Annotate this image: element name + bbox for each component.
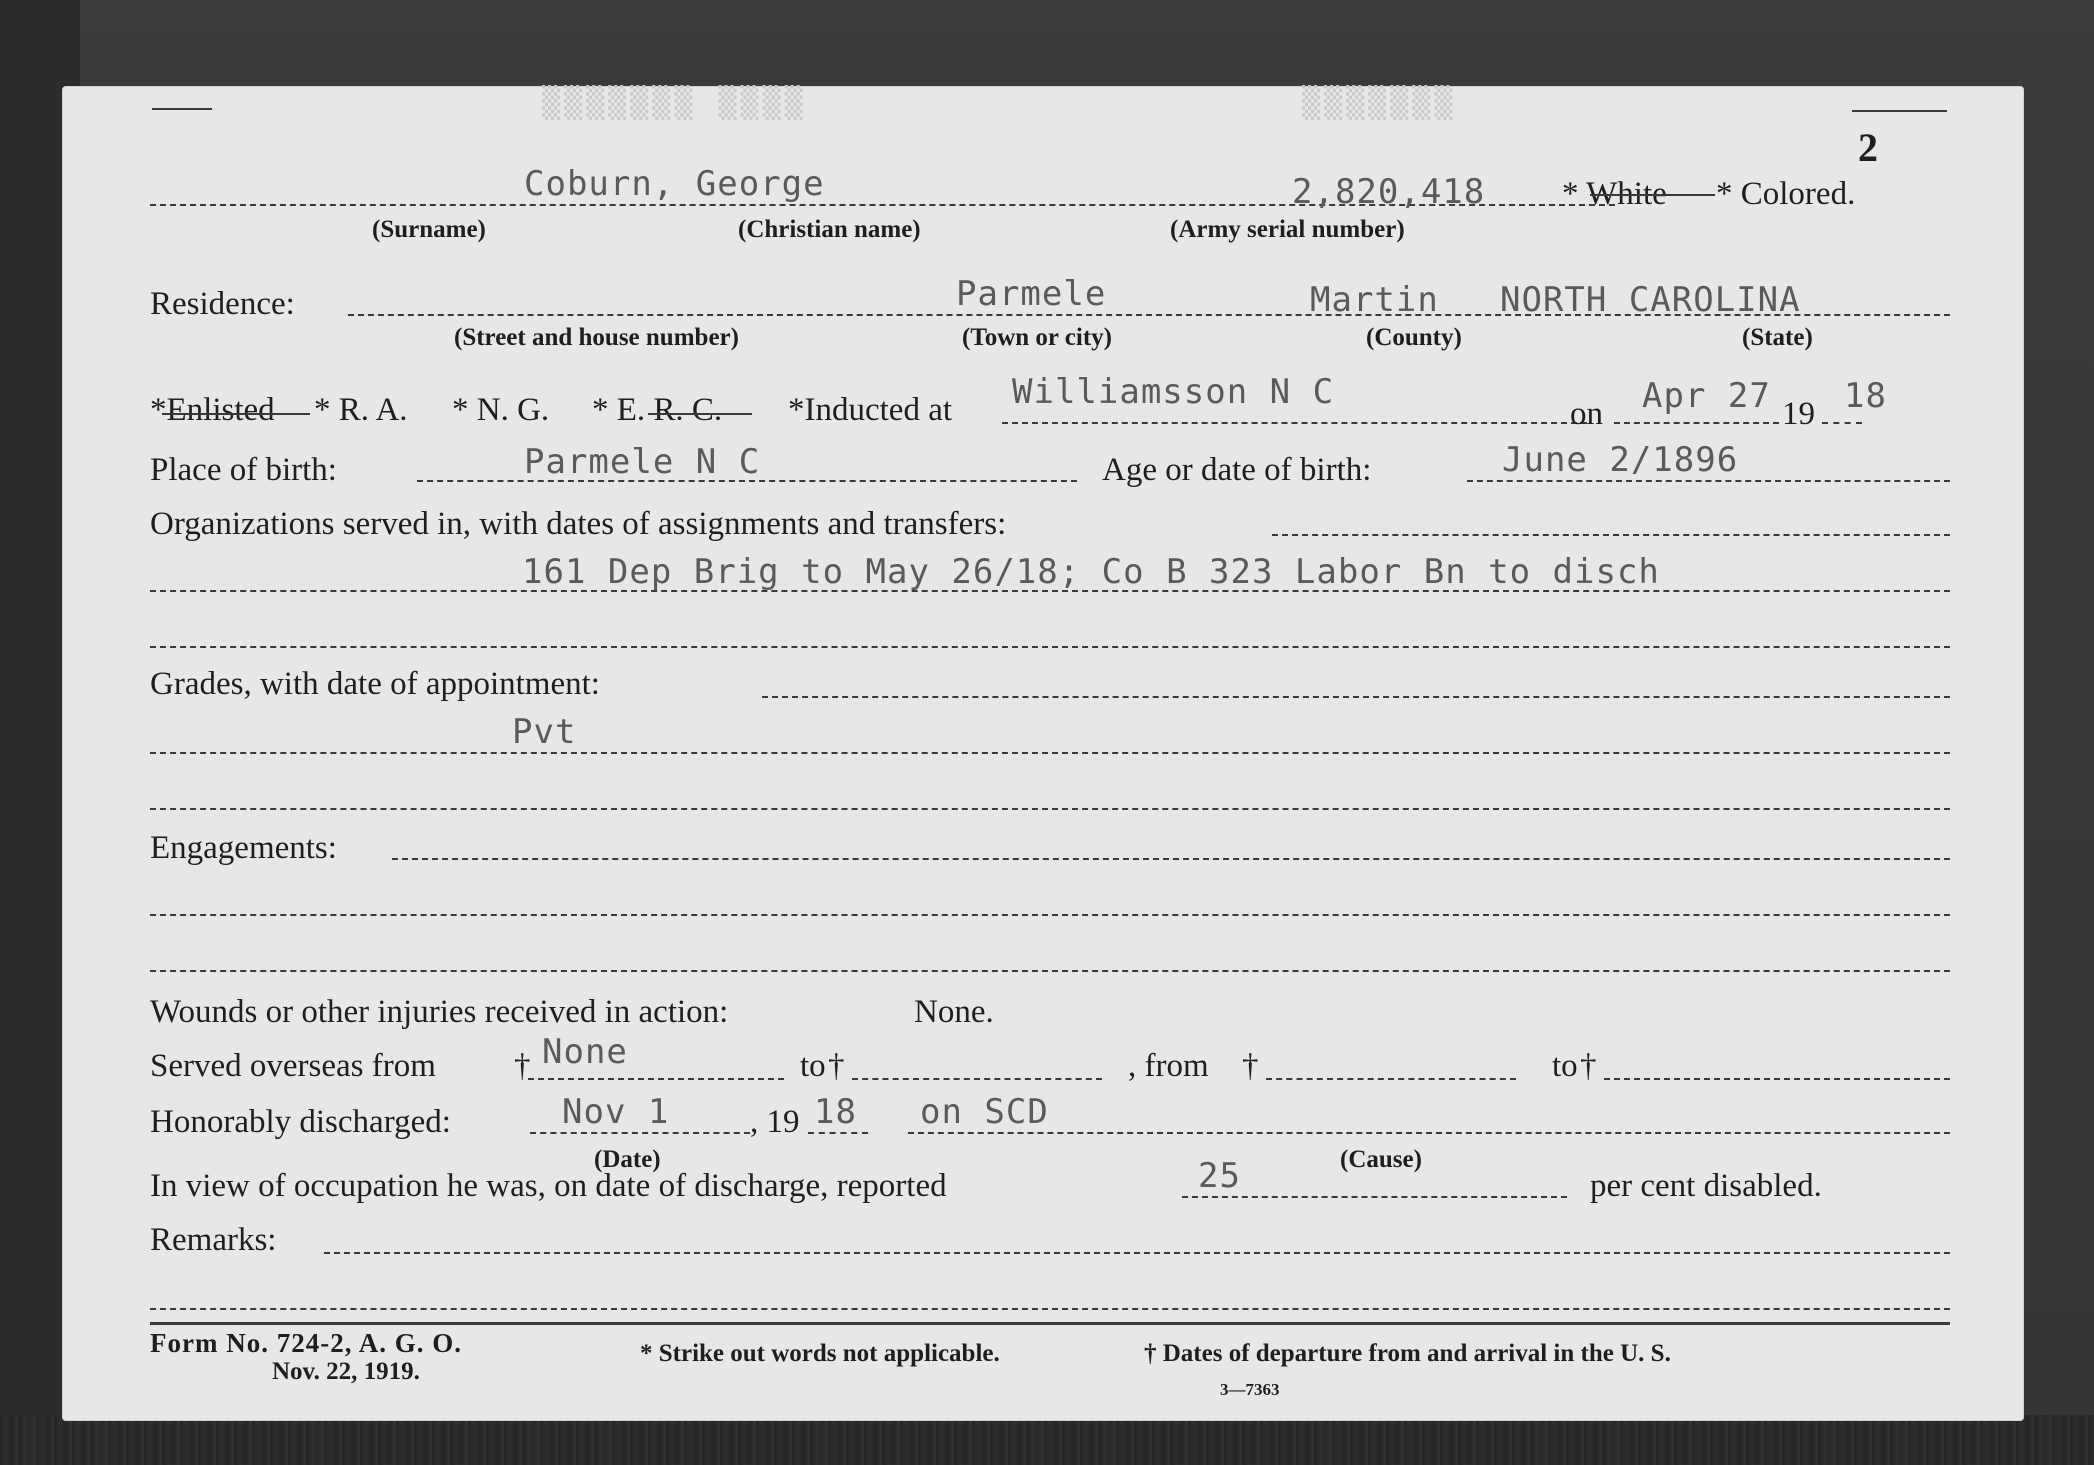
ra-label: * R. A. bbox=[314, 392, 408, 428]
overseas-to2-label: to bbox=[1552, 1048, 1578, 1084]
street-caption: (Street and house number) bbox=[454, 324, 739, 351]
overseas-to2-line bbox=[1604, 1078, 1950, 1080]
bleed-through-text: ▒▒▒▒▒▒▒ ▒▒▒▒ bbox=[542, 86, 807, 121]
overseas-to-line bbox=[852, 1078, 1102, 1080]
discharged-label: Honorably discharged: bbox=[150, 1104, 451, 1140]
cause-caption: (Cause) bbox=[1340, 1146, 1422, 1173]
top-rule-right bbox=[1852, 110, 1947, 112]
erc-label: * E. R. C. bbox=[592, 392, 723, 428]
discharged-cause: on SCD bbox=[920, 1092, 1049, 1132]
overseas-from-dagger: † bbox=[514, 1048, 531, 1084]
disability-value: 25 bbox=[1198, 1156, 1241, 1196]
remarks-line-1 bbox=[324, 1252, 1950, 1254]
inducted-label: *Inducted at bbox=[788, 392, 953, 428]
grades-value: Pvt bbox=[512, 712, 577, 752]
inducted-year-line bbox=[1822, 422, 1862, 424]
discharged-date: Nov 1 bbox=[562, 1092, 670, 1132]
inducted-date-line bbox=[1614, 422, 1779, 424]
state-value: NORTH CAROLINA bbox=[1500, 280, 1801, 320]
dob-label: Age or date of birth: bbox=[1102, 452, 1372, 488]
overseas-label: Served overseas from bbox=[150, 1048, 436, 1084]
dob-line bbox=[1467, 480, 1950, 482]
disability-suffix: per cent disabled. bbox=[1590, 1168, 1822, 1204]
overseas-to-dagger: † bbox=[828, 1048, 845, 1084]
residence-label: Residence: bbox=[150, 286, 295, 322]
grades-label: Grades, with date of appointment: bbox=[150, 666, 600, 702]
disability-label: In view of occupation he was, on date of discharge, reported bbox=[150, 1168, 947, 1204]
strike-note: * Strike out words not applicable. bbox=[640, 1340, 1000, 1367]
engagements-line-1 bbox=[392, 858, 1950, 860]
white-label: * White bbox=[1562, 176, 1667, 212]
surname-value: Coburn, George bbox=[524, 164, 825, 204]
engagements-line-3 bbox=[150, 970, 1950, 972]
organizations-line-1 bbox=[1272, 534, 1950, 536]
county-value: Martin bbox=[1310, 280, 1439, 320]
inducted-date: Apr 27 bbox=[1642, 376, 1771, 416]
bleed-through-text: ▒▒▒▒▒▒▒ bbox=[1302, 86, 1457, 121]
colored-label: * Colored. bbox=[1716, 176, 1856, 212]
organizations-value: 161 Dep Brig to May 26/18; Co B 323 Labor Bn to disch bbox=[522, 552, 1660, 592]
surname-caption: (Surname) bbox=[372, 216, 486, 243]
grades-line-2 bbox=[150, 752, 1950, 754]
overseas-value: None bbox=[542, 1032, 628, 1072]
christian-name-caption: (Christian name) bbox=[738, 216, 921, 243]
grades-line-1 bbox=[762, 696, 1950, 698]
print-code: 3—7363 bbox=[1220, 1380, 1280, 1399]
disability-line bbox=[1182, 1196, 1567, 1198]
inducted-place-line bbox=[1002, 422, 1587, 424]
enlisted-strikeout bbox=[162, 413, 310, 415]
scan-background-strip bbox=[0, 1415, 2094, 1465]
organizations-label: Organizations served in, with dates of assignments and transfers: bbox=[150, 506, 1007, 542]
card-number: 2 bbox=[1858, 125, 1878, 170]
inducted-place: Williamsson N C bbox=[1012, 372, 1335, 412]
engagements-label: Engagements: bbox=[150, 830, 337, 866]
overseas-from2-dagger: † bbox=[1242, 1048, 1259, 1084]
discharged-date-line bbox=[530, 1132, 750, 1134]
birthplace-value: Parmele N C bbox=[524, 442, 761, 482]
overseas-from-line bbox=[528, 1078, 784, 1080]
erc-strikeout bbox=[648, 413, 752, 415]
wounds-value: None. bbox=[914, 994, 994, 1030]
birthplace-label: Place of birth: bbox=[150, 452, 337, 488]
ng-label: * N. G. bbox=[452, 392, 550, 428]
date-caption: (Date) bbox=[594, 1146, 661, 1173]
overseas-to2-dagger: † bbox=[1580, 1048, 1597, 1084]
discharged-cause-line bbox=[908, 1132, 1950, 1134]
remarks-line-2 bbox=[150, 1308, 1950, 1310]
dates-note: † Dates of departure from and arrival in the U. S. bbox=[1144, 1340, 1671, 1367]
inducted-year-prefix: 19 bbox=[1782, 396, 1815, 432]
engagements-line-2 bbox=[150, 914, 1950, 916]
white-strikeout bbox=[1590, 194, 1715, 196]
organizations-line-3 bbox=[150, 646, 1950, 648]
on-label: on bbox=[1570, 396, 1603, 432]
state-caption: (State) bbox=[1742, 324, 1813, 351]
discharged-year: 18 bbox=[814, 1092, 857, 1132]
serial-value: 2,820,418 bbox=[1292, 172, 1486, 212]
remarks-label: Remarks: bbox=[150, 1222, 277, 1258]
discharged-year-prefix: , 19 bbox=[750, 1104, 800, 1140]
serial-caption: (Army serial number) bbox=[1170, 216, 1405, 243]
top-rule-left bbox=[152, 108, 212, 110]
dob-value: June 2/1896 bbox=[1502, 440, 1739, 480]
overseas-from2-line bbox=[1266, 1078, 1516, 1080]
overseas-to-label: to bbox=[800, 1048, 826, 1084]
enlisted-label: *Enlisted bbox=[150, 392, 275, 428]
town-value: Parmele bbox=[956, 274, 1107, 314]
overseas-from2-label: , from bbox=[1128, 1048, 1209, 1084]
town-caption: (Town or city) bbox=[962, 324, 1112, 351]
grades-line-3 bbox=[150, 808, 1950, 810]
wounds-label: Wounds or other injuries received in action: bbox=[150, 994, 729, 1030]
footer-rule bbox=[150, 1322, 1950, 1325]
form-number: Form No. 724-2, A. G. O. bbox=[150, 1328, 462, 1358]
inducted-year: 18 bbox=[1844, 376, 1887, 416]
county-caption: (County) bbox=[1366, 324, 1462, 351]
discharged-year-line bbox=[808, 1132, 868, 1134]
service-record-card bbox=[62, 86, 2024, 1421]
form-date: Nov. 22, 1919. bbox=[272, 1358, 420, 1385]
